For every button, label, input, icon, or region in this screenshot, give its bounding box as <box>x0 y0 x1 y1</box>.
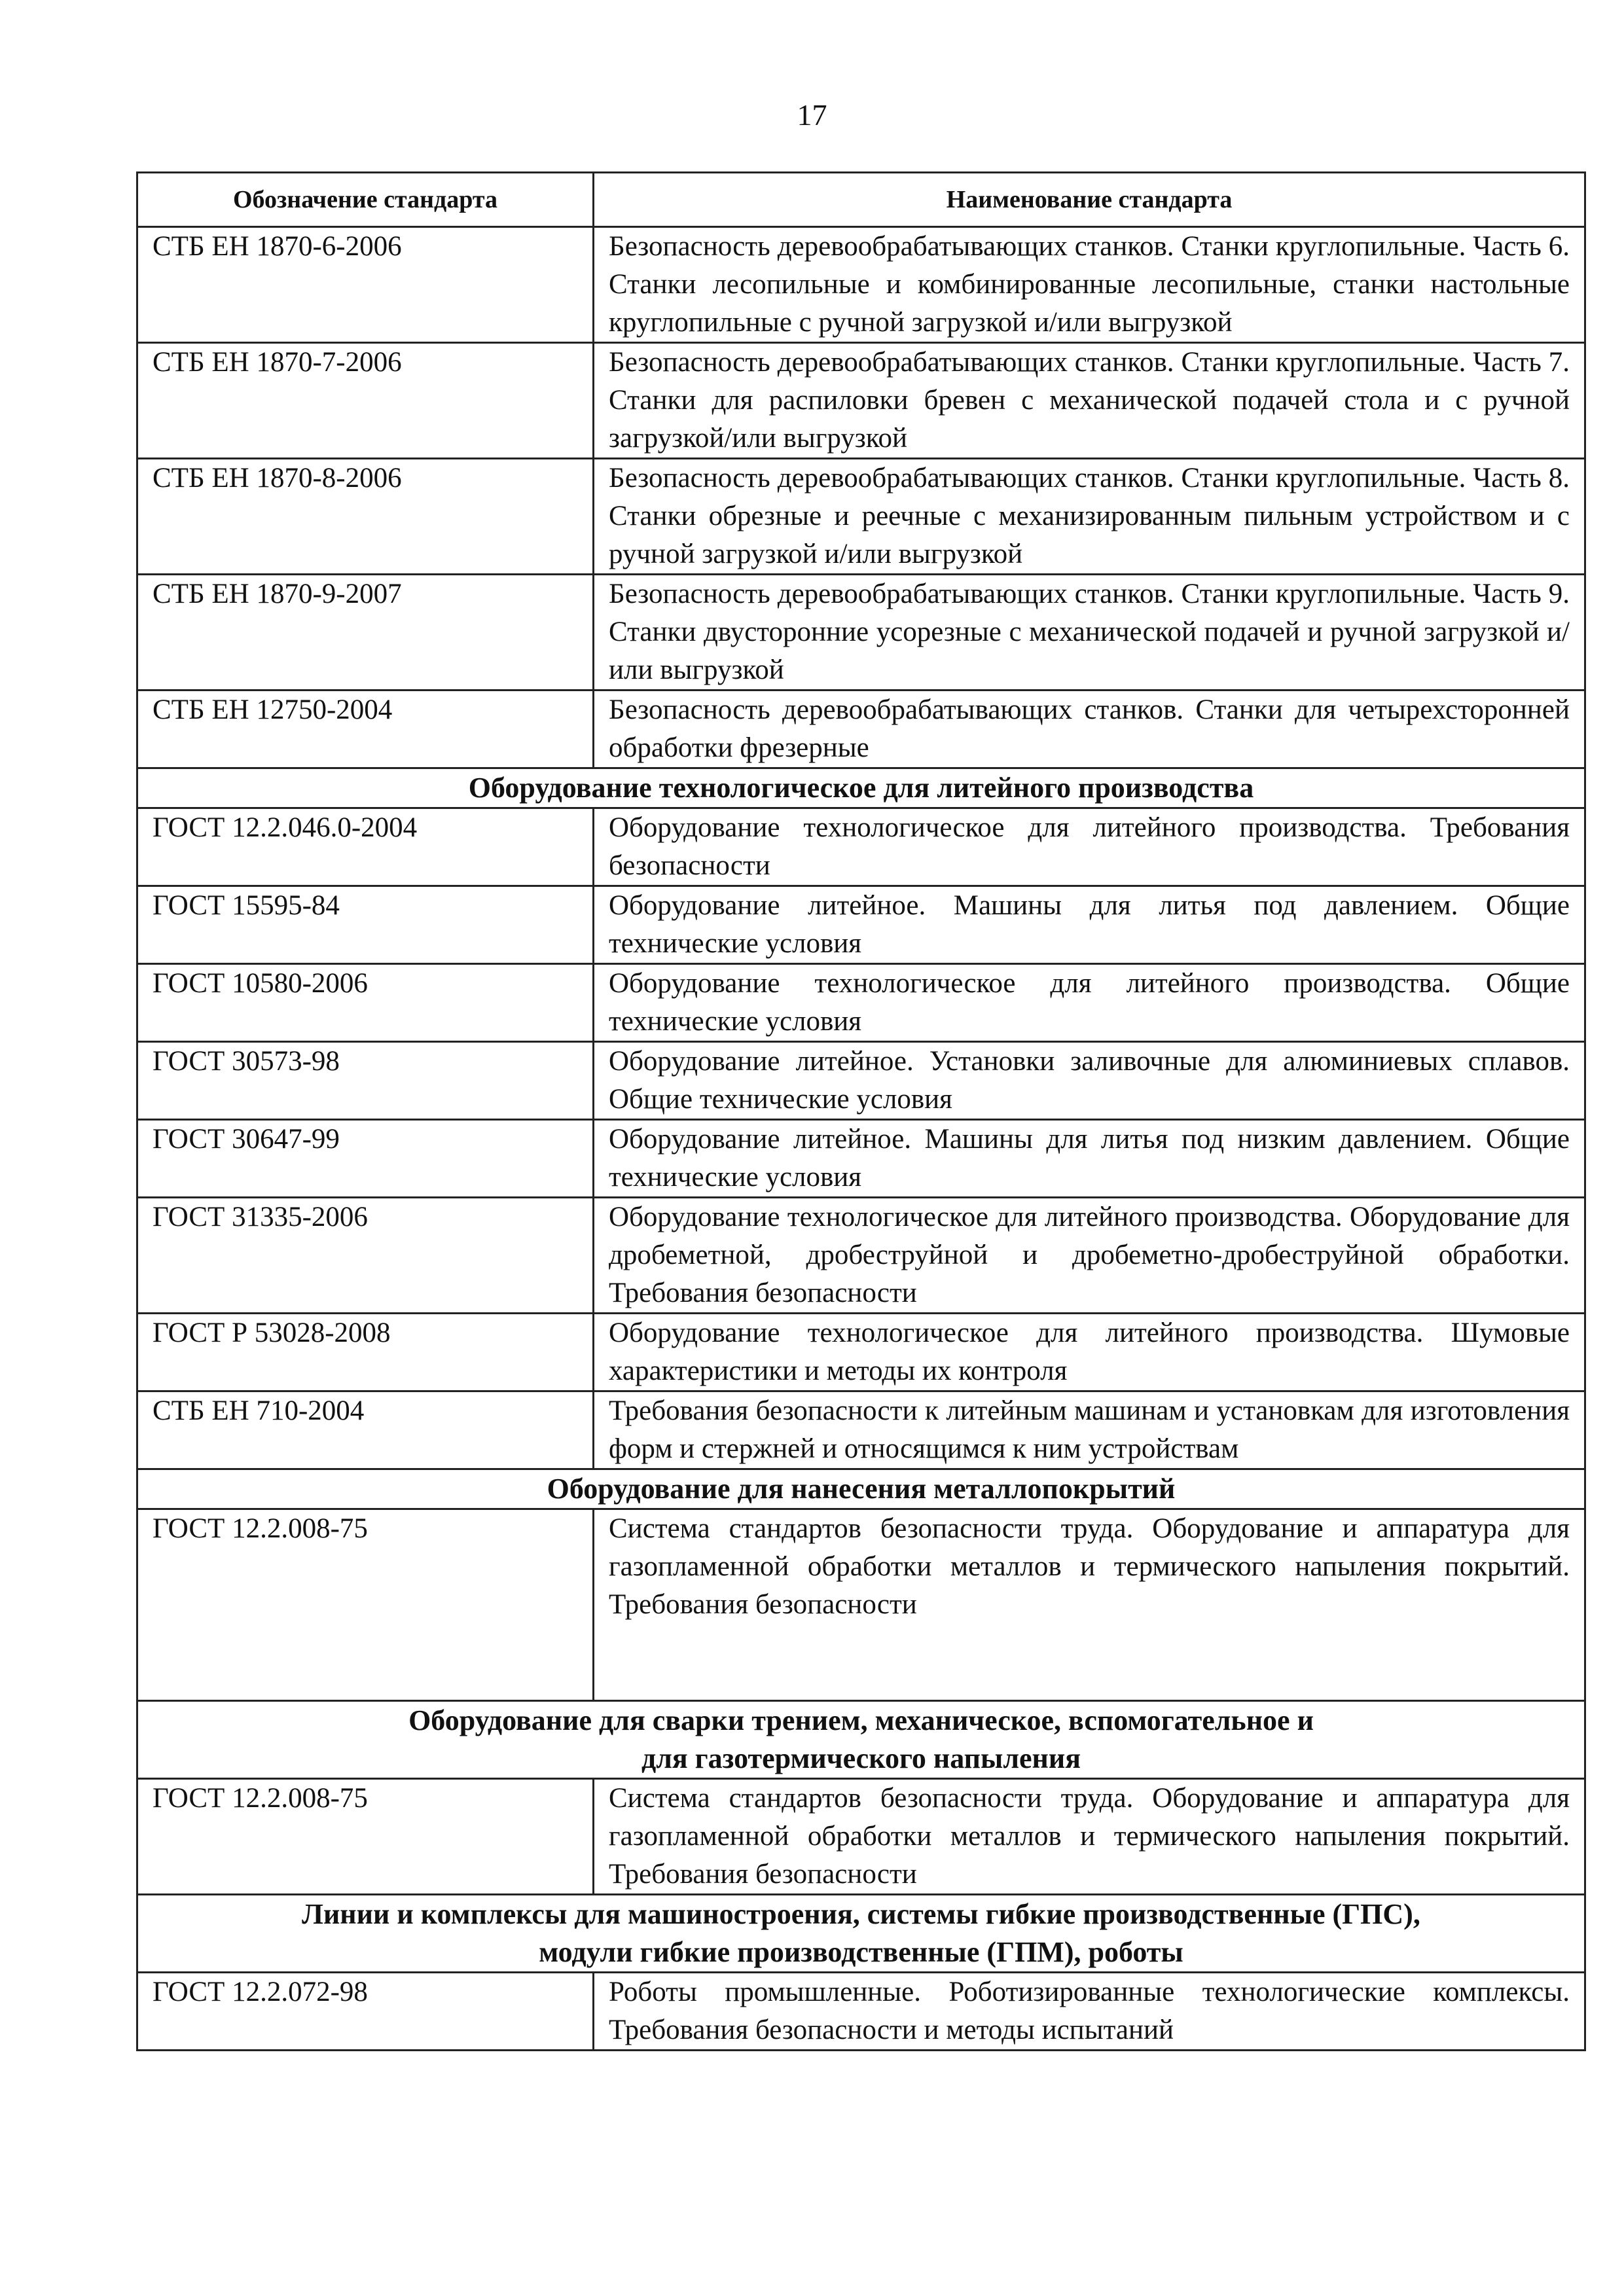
standard-code: ГОСТ 15595-84 <box>137 886 594 964</box>
table-row <box>137 964 1585 1042</box>
standard-title: Безопасность деревообрабатывающих станков. Станки круглопильные. Часть 8. Станки обрезные и реечные с механизированным пильным устройством и с ручной загрузкой и/или выгрузкой <box>594 459 1585 575</box>
table-row <box>137 459 1585 575</box>
standard-title: Система стандартов безопасности труда. Оборудование и аппаратура для газопламенной обработки металлов и термического напыления покрытий. Требования безопасности <box>594 1779 1585 1895</box>
standard-title: Система стандартов безопасности труда. Оборудование и аппаратура для газопламенной обработки металлов и термического напыления покрытий. Требования безопасности <box>594 1509 1585 1701</box>
standard-code: СТБ ЕН 710-2004 <box>137 1391 594 1469</box>
standard-code: СТБ ЕН 12750-2004 <box>137 691 594 768</box>
section-heading <box>137 1895 1585 1973</box>
table-row <box>137 1120 1585 1198</box>
standard-code: ГОСТ Р 53028-2008 <box>137 1314 594 1391</box>
standard-title: Безопасность деревообрабатывающих станков. Станки круглопильные. Часть 6. Станки лесопильные и комбинированные лесопильные, станки настольные круглопильные с ручной загрузкой и/или выгрузкой <box>594 227 1585 343</box>
standard-title: Безопасность деревообрабатывающих станков. Станки круглопильные. Часть 7. Станки для распиловки бревен с механической подачей стола и с ручной загрузкой/или выгрузкой <box>594 343 1585 459</box>
table-row <box>137 575 1585 691</box>
standard-code: ГОСТ 31335-2006 <box>137 1198 594 1314</box>
table-row <box>137 1198 1585 1314</box>
section-heading-line: Оборудование для нанесения металлопокрытий <box>547 1473 1176 1505</box>
standard-title: Оборудование технологическое для литейного производства. Шумовые характеристики и методы их контроля <box>594 1314 1585 1391</box>
section-heading-line: Оборудование для сварки трением, механическое, вспомогательное и <box>408 1704 1314 1736</box>
standard-title: Оборудование технологическое для литейного производства. Требования безопасности <box>594 808 1585 886</box>
table-row <box>137 1973 1585 2051</box>
section-heading-line: Линии и комплексы для машиностроения, системы гибкие производственные (ГПС), <box>302 1898 1420 1930</box>
standard-title: Безопасность деревообрабатывающих станков. Станки круглопильные. Часть 9. Станки двусторонние усорезные с механической подачей и ручной загрузкой и/или выгрузкой <box>594 575 1585 691</box>
standard-code: СТБ ЕН 1870-9-2007 <box>137 575 594 691</box>
section-heading <box>137 768 1585 808</box>
standard-title: Требования безопасности к литейным машинам и установкам для изготовления форм и стержней и относящимся к ним устройствам <box>594 1391 1585 1469</box>
section-heading <box>137 1469 1585 1509</box>
standard-code: ГОСТ 30647-99 <box>137 1120 594 1198</box>
standard-code: ГОСТ 12.2.008-75 <box>137 1779 594 1895</box>
section-heading-line: модули гибкие производственные (ГПМ), роботы <box>539 1936 1183 1968</box>
table-row <box>137 1509 1585 1701</box>
table-row <box>137 808 1585 886</box>
standard-title: Роботы промышленные. Роботизированные технологические комплексы. Требования безопасности и методы испытаний <box>594 1973 1585 2051</box>
standard-title: Оборудование литейное. Машины для литья под низким давлением. Общие технические условия <box>594 1120 1585 1198</box>
section-heading-line: Оборудование технологическое для литейного производства <box>468 772 1254 804</box>
section-heading-row <box>137 1895 1585 1973</box>
header-code: Обозначение стандарта <box>137 173 594 227</box>
table-row <box>137 886 1585 964</box>
standard-code: ГОСТ 12.2.008-75 <box>137 1509 594 1701</box>
table-row <box>137 227 1585 343</box>
table-row <box>137 1314 1585 1391</box>
table-row <box>137 691 1585 768</box>
section-heading <box>137 1701 1585 1779</box>
standard-code: СТБ ЕН 1870-7-2006 <box>137 343 594 459</box>
standard-code: ГОСТ 12.2.072-98 <box>137 1973 594 2051</box>
standard-title: Безопасность деревообрабатывающих станков. Станки для четырехсторонней обработки фрезерные <box>594 691 1585 768</box>
standard-code: СТБ ЕН 1870-6-2006 <box>137 227 594 343</box>
standard-code: СТБ ЕН 1870-8-2006 <box>137 459 594 575</box>
standard-title: Оборудование технологическое для литейного производства. Оборудование для дробеметной, дробеструйной и дробеметно-дробеструйной обработки. Требования безопасности <box>594 1198 1585 1314</box>
section-heading-row <box>137 1701 1585 1779</box>
standard-code: ГОСТ 10580-2006 <box>137 964 594 1042</box>
table-row <box>137 343 1585 459</box>
standard-code: ГОСТ 12.2.046.0-2004 <box>137 808 594 886</box>
table-row <box>137 1779 1585 1895</box>
header-name: Наименование стандарта <box>594 173 1585 227</box>
section-heading-row <box>137 768 1585 808</box>
table-row <box>137 1042 1585 1120</box>
standards-table <box>136 171 1586 2051</box>
table-row <box>137 1391 1585 1469</box>
section-heading-row <box>137 1469 1585 1509</box>
standard-title: Оборудование литейное. Машины для литья под давлением. Общие технические условия <box>594 886 1585 964</box>
standard-code: ГОСТ 30573-98 <box>137 1042 594 1120</box>
standard-title: Оборудование литейное. Установки заливочные для алюминиевых сплавов. Общие технические условия <box>594 1042 1585 1120</box>
table-body <box>137 227 1585 2051</box>
standard-title: Оборудование технологическое для литейного производства. Общие технические условия <box>594 964 1585 1042</box>
table-header-row <box>137 173 1585 227</box>
page-number: 17 <box>797 98 827 132</box>
section-heading-line: для газотермического напыления <box>641 1742 1081 1774</box>
